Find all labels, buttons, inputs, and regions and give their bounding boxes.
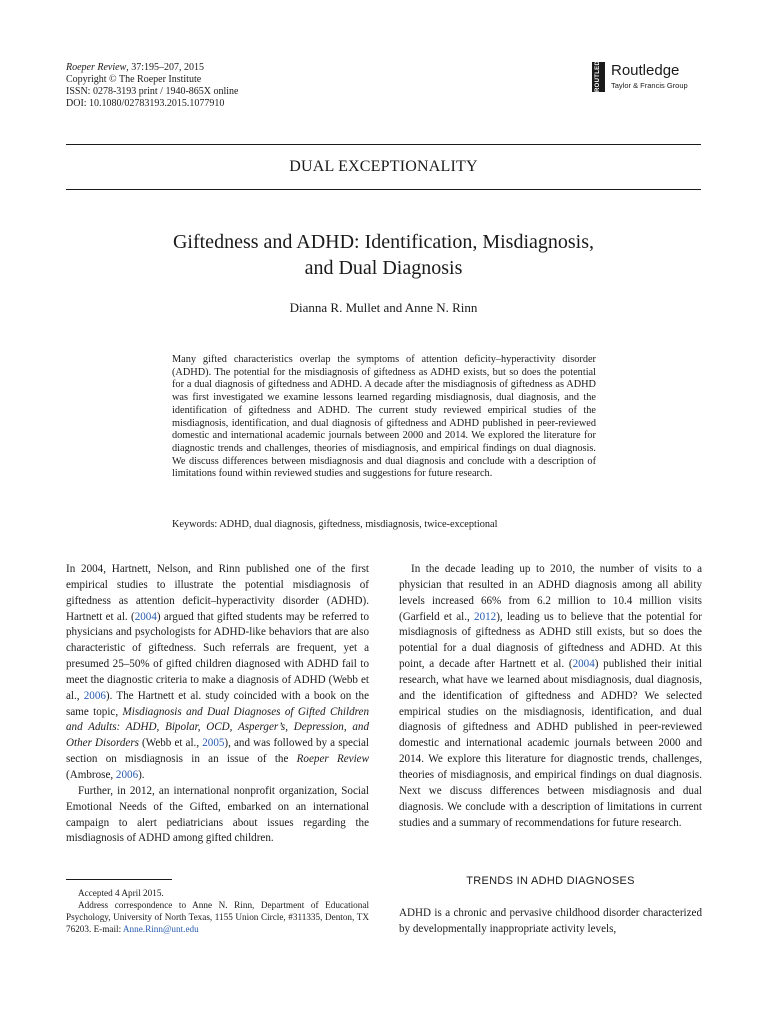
footnote-rule [66, 879, 172, 880]
body-column-right [399, 562, 702, 831]
paragraph [399, 562, 702, 831]
text-run: In the decade leading up to 2010, the number of visits to a physician that resulted in an ADHD diagnosis among all ability levels increased 66% from 6.2 million to 10.4 million visits (Garfield et al., [399, 563, 702, 623]
author-list: Dianna R. Mullet and Anne N. Rinn [289, 300, 478, 315]
publisher-group: Taylor & Francis Group [611, 81, 688, 90]
doi-line: DOI: 10.1080/02783193.2015.1077910 [66, 98, 225, 109]
footnote [66, 887, 369, 935]
text-run: Address correspondence to Anne N. Rinn, Department of Educational Psychology, University of North Texas, 1155 Union Circle, #311335, Denton, TX 76203. E-mail: [66, 900, 369, 934]
text-run: ). [138, 768, 145, 781]
journal-name: Roeper Review [66, 62, 127, 73]
citation-link[interactable]: 2005 [202, 737, 225, 750]
paragraph: ADHD is a chronic and pervasive childhood disorder characterized by developmentally inappropriate activity levels, [399, 907, 702, 935]
article-title [66, 229, 701, 281]
journal-title: Roeper Review [296, 753, 369, 766]
text-run: ) argued that gifted students may be referred to physicians and psychologists for ADHD-like behaviors that are also characteristic of giftedness. Such referrals are frequent, yet a presumed 25–50% of gifted children diagnosed with ADHD fail to meet the diagnostic criteria to make a diagnosis of ADHD (Webb et al., [66, 610, 369, 702]
paragraph: Further, in 2012, an international nonprofit organization, Social Emotional Needs of the Gifted, embarked on an international campaign to alert pediatricians about issues regarding the misdiagnosis of ADHD among gifted children. [66, 784, 369, 845]
book-title: Misdiagnosis and Dual Diagnoses of Gifted Children and Adults: ADHD, Bipolar, OCD, Asperger’s, Depression, and Other Disorders [66, 705, 370, 750]
header-rule-bottom [66, 189, 701, 190]
body-column-right-continued [399, 906, 702, 938]
citation-link[interactable]: 2004 [572, 658, 595, 671]
article-title-line-1: Giftedness and ADHD: Identification, Misdiagnosis, [172, 231, 595, 253]
text-run: ) published their initial research, what have we learned about misdiagnosis, dual diagnosis, and the identification of giftedness and ADHD? We selected empirical studies on the misdiagnosis, identification, and dual diagnosis of giftedness and ADHD published in peer-reviewed domestic and international academic journals between 2000 and 2014. We explore this literature for diagnostic trends, challenges, theories of misdiagnosis, and empirical findings on dual diagnosis. Next we discuss differences between misdiagnosis and dual diagnosis. We conclude with a description of limitations in current studies and a summary of recommendations for future research. [399, 658, 702, 829]
journal-info [66, 62, 396, 110]
citation-link[interactable]: 2012 [474, 610, 497, 623]
citation-link[interactable]: 2006 [83, 689, 106, 702]
header-rule-top [66, 144, 701, 145]
section-subheading: TRENDS IN ADHD DIAGNOSES [466, 875, 635, 887]
citation-link[interactable]: 2004 [134, 610, 157, 623]
publisher-name: Routledge [611, 62, 680, 79]
text-run: ), and was followed by a special section on misdiagnosis in an issue of the [66, 737, 369, 766]
journal-volume: , 37:195–207, 2015 [126, 62, 205, 73]
text-run: (Webb et al., [138, 737, 203, 750]
section-heading: DUAL EXCEPTIONALITY [289, 158, 478, 175]
citation-link[interactable]: 2006 [115, 768, 139, 781]
copyright-line: Copyright © The Roeper Institute [66, 74, 202, 85]
correspondence-address [66, 899, 369, 935]
text-run: (Ambrose, [66, 768, 116, 781]
email-link[interactable]: Anne.Rinn@unt.edu [122, 924, 199, 934]
article-title-line-2: and Dual Diagnosis [304, 257, 463, 279]
text-run: In 2004, Hartnett, Nelson, and Rinn published one of the first empirical studies to illustrate the potential misdiagnosis of giftedness as attention deficit–hyperactivity disorder (ADHD). Hartnett et al. ( [66, 563, 369, 623]
journal-citation [66, 62, 396, 74]
text-run: ), leading us to believe that the potential for misdiagnosis of giftedness as ADHD still exists, but so does the potential for a dual diagnosis of giftedness and ADHD. At this point, a decade after Hartnett et al. ( [399, 610, 702, 671]
routledge-logo-icon: ROUTLEDGE [592, 62, 605, 92]
body-column-left [66, 562, 369, 847]
paragraph [66, 562, 369, 784]
accepted-date: Accepted 4 April 2015. [78, 888, 164, 898]
publisher-logo[interactable] [592, 51, 707, 96]
abstract: Many gifted characteristics overlap the symptoms of attention deficity–hyperactivity disorder (ADHD). The potential for the misdiagnosis of giftedness as ADHD exists, but so does the potential for a dual diagnosis of giftedness and ADHD. A decade after the misdiagnosis of giftedness as ADHD was first investigated we examine lessons learned regarding misdiagnosis, dual diagnosis, and the identification of giftedness and ADHD. The current study reviewed empirical studies of the misdiagnosis, identification, and dual diagnosis of giftedness and ADHD published in peer-reviewed domestic and international academic journals between 2000 and 2014. We explored the literature for diagnostic trends and challenges, theories of misdiagnosis, and empirical findings on dual diagnosis. We discuss differences between misdiagnosis and dual diagnosis and conclude with a description of limitations found within reviewed studies and suggestions for future research. [172, 354, 596, 480]
issn-line: ISSN: 0278-3193 print / 1940-865X online [66, 86, 239, 97]
keywords: Keywords: ADHD, dual diagnosis, giftedness, misdiagnosis, twice-exceptional [172, 519, 498, 530]
text-run: ). The Hartnett et al. study coincided with a book on the same topic, [66, 689, 369, 718]
